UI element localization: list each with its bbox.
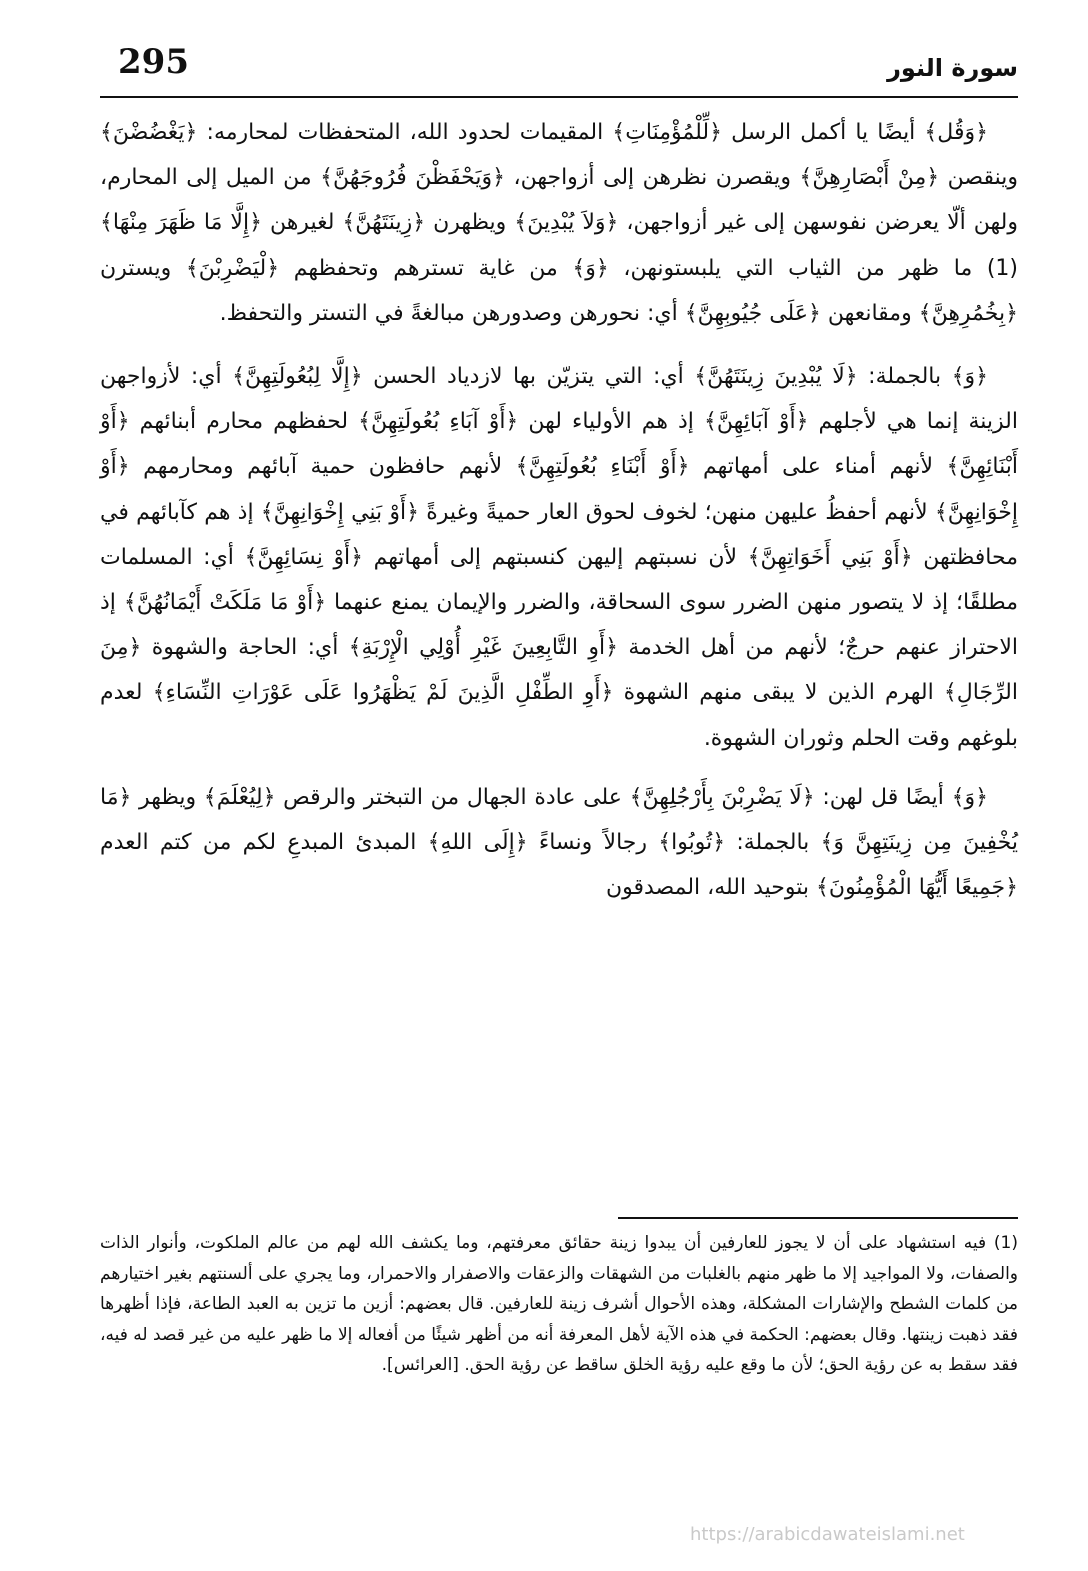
commentary-paragraph: ﴿وَ﴾ بالجملة: ﴿لَا يُبْدِينَ زِينَتَهُنَّ﴾ أي: التي يتزيّن بها لازدياد الحسن ﴿إِلَّا لِبُعُولَتِهِنَّ﴾ أي: لأزواجهن الزينة إنما هي لأجلهم ﴿أَوْ آبَائِهِنَّ﴾ إذ هم الأولياء لهن ﴿أَوْ آبَاءِ بُعُولَتِهِنَّ﴾ لحفظهم محارم أبنائهم ﴿أَوْ أَبْنَائِهِنَّ﴾ لأنهم أمناء على أمهاتهم ﴿أَوْ أَبْنَاءِ بُعُولَتِهِنَّ﴾ لأنهم حافظون حمية آبائهم ومحارمهم ﴿أَوْ إِخْوَانِهِنَّ﴾ لأنهم أحفظُ عليهن منهن؛ لخوف لحوق العار حميةً وغيرةً ﴿أَوْ بَنِي إِخْوَانِهِنَّ﴾ إذ هم كآبائهم في محافظتهن ﴿أَوْ بَنِي أَخَوَاتِهِنَّ﴾ لأن نسبتهم إليهن كنسبتهم إلى أمهاتهم ﴿أَوْ نِسَائِهِنَّ﴾ أي: المسلمات مطلقًا؛ إذ لا يتصور منهن الضرر سوى السحاقة، والضرر والإيمان يمنع عنهما ﴿أَوْ مَا مَلَكَتْ أَيْمَانُهُنَّ﴾ إذ الاحتراز عنهم حرجٌ؛ لأنهم من أهل الخدمة ﴿أَوِ التَّابِعِينَ غَيْرِ أُوْلِي الْإِرْبَةِ﴾ أي: الحاجة والشهوة ﴿مِنَ الرِّجَالِ﴾ الهرم الذين لا يبقى منهم الشهوة ﴿أَوِ الطِّفْلِ الَّذِينَ لَمْ يَظْهَرُوا عَلَى عَوْرَاتِ النِّسَاءِ﴾ لعدم بلوغهم وقت الحلم وثوران الشهوة. <box>100 364 1018 751</box>
page-number: 295 <box>118 42 189 82</box>
page-header <box>100 42 1018 92</box>
surah-title: سورة النور <box>887 54 1018 82</box>
commentary-body <box>100 110 1018 910</box>
footnote-divider <box>618 1217 1018 1219</box>
footnote-text: (1) فيه استشهاد على أن لا يجوز للعارفين أن يبدوا زينة حقائق معرفتهم، وما يكشف الله لهم من عالم الملكوت، وأنوار الذات والصفات، ولا المواجيد إلا ما ظهر منهم بالغلبات من الشهقات والزعقات والاصفرار والاحمرار، وما يجري على ألسنتهم بغير اختيارهم من كلمات الشطح والإشارات المشكلة، وهذه الأحوال أشرف زينة للعارفين. قال بعضهم: أزين ما تزين به العبد الطاعة، فإذا أظهرها فقد ذهبت زينتها. وقال بعضهم: الحكمة في هذه الآية لأهل المعرفة أنه من أظهر شيئًا من أفعاله إلا ما ظهر عليه من غير قصد له فيه، فقد سقط به عن رؤية الحق؛ لأن ما وقع عليه رؤية الخلق ساقط عن رؤية الحق. [العرائس]. <box>100 1233 1018 1375</box>
commentary-paragraph: ﴿وَقُل﴾ أيضًا يا أكمل الرسل ﴿لِّلْمُؤْمِنَاتِ﴾ المقيمات لحدود الله، المتحفظات لمحارمه: ﴿يَغْضُضْنَ﴾ وينقصن ﴿مِنْ أَبْصَارِهِنَّ﴾ ويقصرن نظرهن إلى أزواجهن، ﴿وَيَحْفَظْنَ فُرُوجَهُنَّ﴾ من الميل إلى المحارم، ولهن ألّا يعرضن نفوسهن إلى غير أزواجهن، ﴿وَلاَ يُبْدِينَ﴾ ويظهرن ﴿زِينَتَهُنَّ﴾ لغيرهن ﴿إِلَّا مَا ظَهَرَ مِنْهَا﴾(1) ما ظهر من الثياب التي يلبستونهن، ﴿وَ﴾ من غاية تسترهم وتحفظهم ﴿لْيَضْرِبْنَ﴾ ويسترن ﴿بِخُمُرِهِنَّ﴾ ومقانعهن ﴿عَلَى جُيُوبِهِنَّ﴾ أي: نحورهن وصدورهن مبالغةً في التستر والتحفظ. <box>100 120 1018 326</box>
watermark-url: https://arabicdawateislami.net <box>690 1524 965 1545</box>
header-divider <box>100 96 1018 98</box>
commentary-paragraph: ﴿وَ﴾ أيضًا قل لهن: ﴿لَا يَضْرِبْنَ بِأَرْجُلِهِنَّ﴾ على عادة الجهال من التبختر والرقص ﴿لِيُعْلَمَ﴾ ويظهر ﴿مَا يُخْفِينَ مِن زِينَتِهِنَّ وَ﴾ بالجملة: ﴿تُوبُوا﴾ رجالاً ونساءً ﴿إِلَى اللهِ﴾ المبدئ المبدعِ لكم من كتم العدم ﴿جَمِيعًا أَيُّهَا الْمُؤْمِنُونَ﴾ بتوحيد الله، المصدقون <box>100 784 1019 901</box>
